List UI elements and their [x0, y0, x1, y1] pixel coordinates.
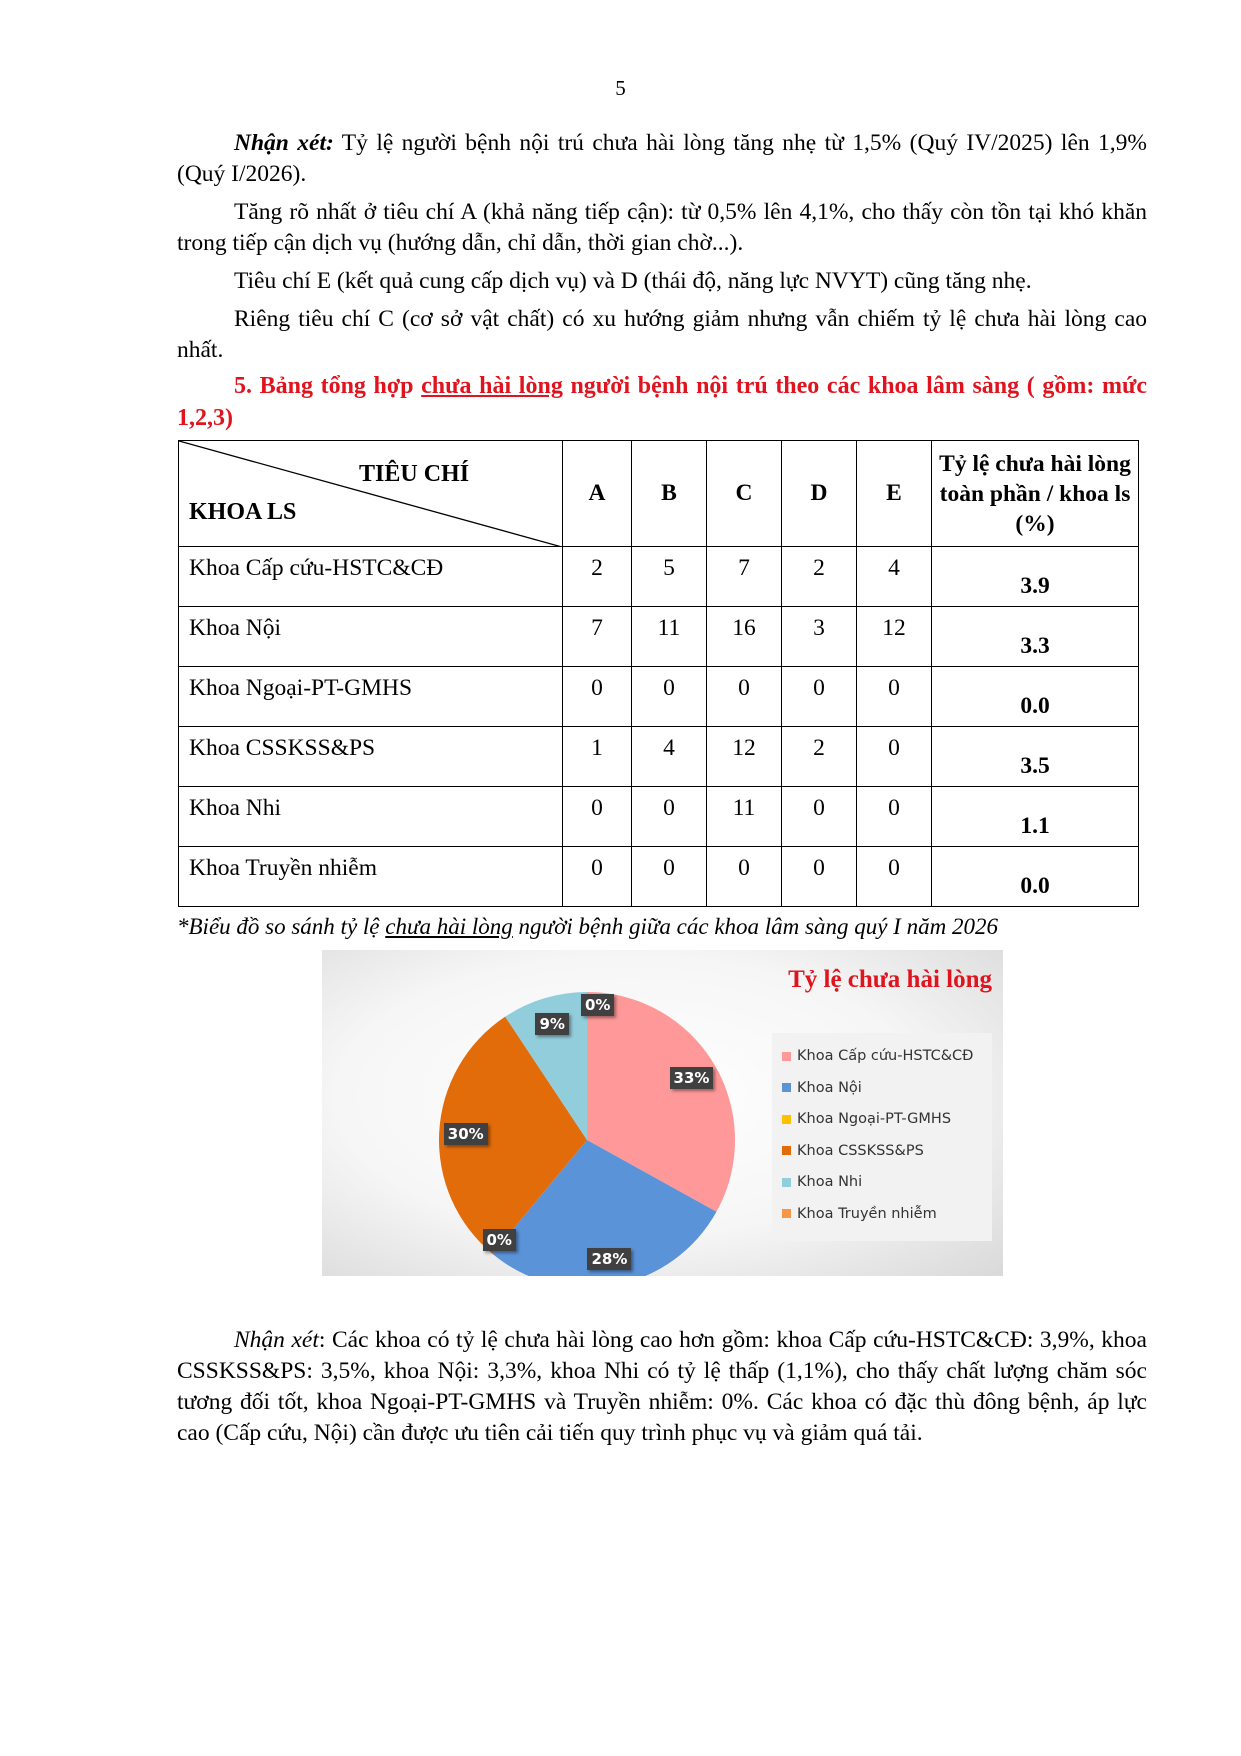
pie-data-label: 33% — [670, 1067, 714, 1089]
conclusion-label: Nhận xét — [234, 1327, 319, 1353]
remark-label: Nhận xét: — [234, 130, 334, 156]
cell-e: 0 — [857, 727, 932, 787]
legend-label: Khoa Nhi — [797, 1174, 863, 1190]
cell-rate: 0.0 — [932, 847, 1139, 907]
conclusion-paragraph — [177, 1325, 1147, 1449]
legend-item — [782, 1203, 937, 1225]
cell-e: 0 — [857, 787, 932, 847]
cell-a: 0 — [563, 847, 632, 907]
table-row — [179, 667, 1139, 727]
section-heading-prefix: 5. Bảng tổng hợp — [234, 373, 422, 399]
caption-prefix: *Biểu đồ so sánh tỷ lệ — [177, 914, 386, 939]
pie-data-label: 9% — [535, 1013, 568, 1035]
cell-b: 11 — [632, 607, 707, 667]
section-heading-underlined: chưa hài lòng — [421, 373, 563, 399]
legend-item — [782, 1140, 924, 1162]
department-table — [178, 440, 1139, 907]
cell-e: 0 — [857, 847, 932, 907]
pie-data-label: 0% — [581, 994, 614, 1016]
remark-paragraph-3: Tiêu chí E (kết quả cung cấp dịch vụ) và D (thái độ, năng lực NVYT) cũng tăng nhẹ. — [234, 268, 1032, 294]
page-number: 5 — [615, 76, 626, 100]
legend-item — [782, 1045, 973, 1067]
cell-b: 0 — [632, 667, 707, 727]
cell-e: 12 — [857, 607, 932, 667]
table-row — [179, 727, 1139, 787]
remark-text-1: Tỷ lệ người bệnh nội trú chưa hài lòng tăng nhẹ từ 1,5% (Quý IV/2025) lên 1,9% (Quý I/2026). — [177, 130, 1147, 187]
pie-data-label: 30% — [444, 1123, 488, 1145]
cell-c: 7 — [707, 547, 782, 607]
caption-underlined: chưa hài lòng — [385, 914, 513, 939]
cell-a: 0 — [563, 667, 632, 727]
legend-swatch — [782, 1209, 791, 1218]
cell-a: 0 — [563, 787, 632, 847]
cell-a: 2 — [563, 547, 632, 607]
table-header-row — [179, 441, 1139, 547]
table-row — [179, 547, 1139, 607]
cell-d: 3 — [782, 607, 857, 667]
cell-d: 2 — [782, 727, 857, 787]
legend-label: Khoa Cấp cứu-HSTC&CĐ — [797, 1048, 974, 1064]
cell-e: 4 — [857, 547, 932, 607]
cell-d: 2 — [782, 547, 857, 607]
legend-swatch — [782, 1146, 791, 1155]
table-row — [179, 787, 1139, 847]
cell-rate: 3.5 — [932, 727, 1139, 787]
legend-swatch — [782, 1178, 791, 1187]
section-heading-suffix: người bệnh nội trú theo các khoa lâm sàng ( gồm: mức 1,2,3) — [177, 373, 1147, 431]
legend-item — [782, 1108, 951, 1130]
row-name: Khoa Ngoại-PT-GMHS — [179, 667, 563, 727]
cell-c: 12 — [707, 727, 782, 787]
remark-paragraph-2: Tăng rõ nhất ở tiêu chí A (khả năng tiếp cận): từ 0,5% lên 4,1%, cho thấy còn tồn tại khó khăn trong tiếp cận dịch vụ (hướng dẫn, chỉ dẫn, thời gian chờ...). — [177, 199, 1147, 256]
section-heading — [177, 370, 1147, 434]
chart-caption — [177, 914, 1157, 940]
caption-suffix: người bệnh giữa các khoa lâm sàng quý I năm 2026 — [512, 914, 998, 939]
header-criteria: TIÊU CHÍ — [359, 461, 470, 487]
cell-c: 16 — [707, 607, 782, 667]
conclusion-text: : Các khoa có tỷ lệ chưa hài lòng cao hơn gồm: khoa Cấp cứu-HSTC&CĐ: 3,9%, khoa CSSKSS&PS: 3,5%, khoa Nội: 3,3%, khoa Nhi có tỷ lệ thấp (1,1%), cho thấy chất lượng chăm sóc tương đối tốt, khoa Ngoại-PT-GMHS và Truyền nhiễm: 0%. Các khoa có đặc thù đông bệnh, áp lực cao (Cấp cứu, Nội) cần được ưu tiên cải tiến quy trình phục vụ và giảm quá tải. — [177, 1327, 1147, 1446]
cell-a: 1 — [563, 727, 632, 787]
legend-item — [782, 1171, 862, 1193]
cell-b: 0 — [632, 847, 707, 907]
cell-d: 0 — [782, 847, 857, 907]
cell-rate: 1.1 — [932, 787, 1139, 847]
table-row — [179, 847, 1139, 907]
row-name: Khoa Cấp cứu-HSTC&CĐ — [179, 547, 563, 607]
legend-label: Khoa Ngoại-PT-GMHS — [797, 1111, 952, 1127]
column-header-e: E — [857, 441, 932, 547]
diagonal-line — [179, 441, 562, 547]
cell-c: 11 — [707, 787, 782, 847]
pie-data-label: 28% — [587, 1248, 631, 1270]
row-name: Khoa Truyền nhiễm — [179, 847, 563, 907]
header-department: KHOA LS — [189, 499, 297, 525]
cell-b: 0 — [632, 787, 707, 847]
cell-e: 0 — [857, 667, 932, 727]
row-name: Khoa Nội — [179, 607, 563, 667]
remark-paragraph-4: Riêng tiêu chí C (cơ sở vật chất) có xu hướng giảm nhưng vẫn chiếm tỷ lệ chưa hài lòng cao nhất. — [177, 306, 1147, 363]
column-header-d: D — [782, 441, 857, 547]
legend-swatch — [782, 1083, 791, 1092]
legend-label: Khoa Truyền nhiễm — [797, 1205, 937, 1222]
cell-c: 0 — [707, 847, 782, 907]
cell-d: 0 — [782, 667, 857, 727]
cell-rate: 3.3 — [932, 607, 1139, 667]
legend-label: Khoa CSSKSS&PS — [797, 1142, 924, 1159]
cell-rate: 0.0 — [932, 667, 1139, 727]
cell-d: 0 — [782, 787, 857, 847]
legend-label: Khoa Nội — [797, 1079, 862, 1096]
pie-chart — [322, 950, 1003, 1276]
legend-item — [782, 1077, 862, 1099]
pie-data-label: 0% — [483, 1229, 516, 1251]
column-header-a: A — [563, 441, 632, 547]
legend-swatch — [782, 1052, 791, 1061]
chart-title: Tỷ lệ chưa hài lòng — [788, 966, 992, 993]
cell-c: 0 — [707, 667, 782, 727]
legend-swatch — [782, 1115, 791, 1124]
cell-b: 4 — [632, 727, 707, 787]
column-header-rate: Tỷ lệ chưa hài lòng toàn phần / khoa ls (%) — [932, 441, 1139, 547]
remark-paragraph-1 — [177, 128, 1147, 190]
cell-a: 7 — [563, 607, 632, 667]
table-row — [179, 607, 1139, 667]
chart-legend — [772, 1033, 992, 1241]
row-name: Khoa CSSKSS&PS — [179, 727, 563, 787]
row-name: Khoa Nhi — [179, 787, 563, 847]
column-header-b: B — [632, 441, 707, 547]
cell-b: 5 — [632, 547, 707, 607]
column-header-c: C — [707, 441, 782, 547]
cell-rate: 3.9 — [932, 547, 1139, 607]
diagonal-header-cell — [179, 441, 563, 547]
